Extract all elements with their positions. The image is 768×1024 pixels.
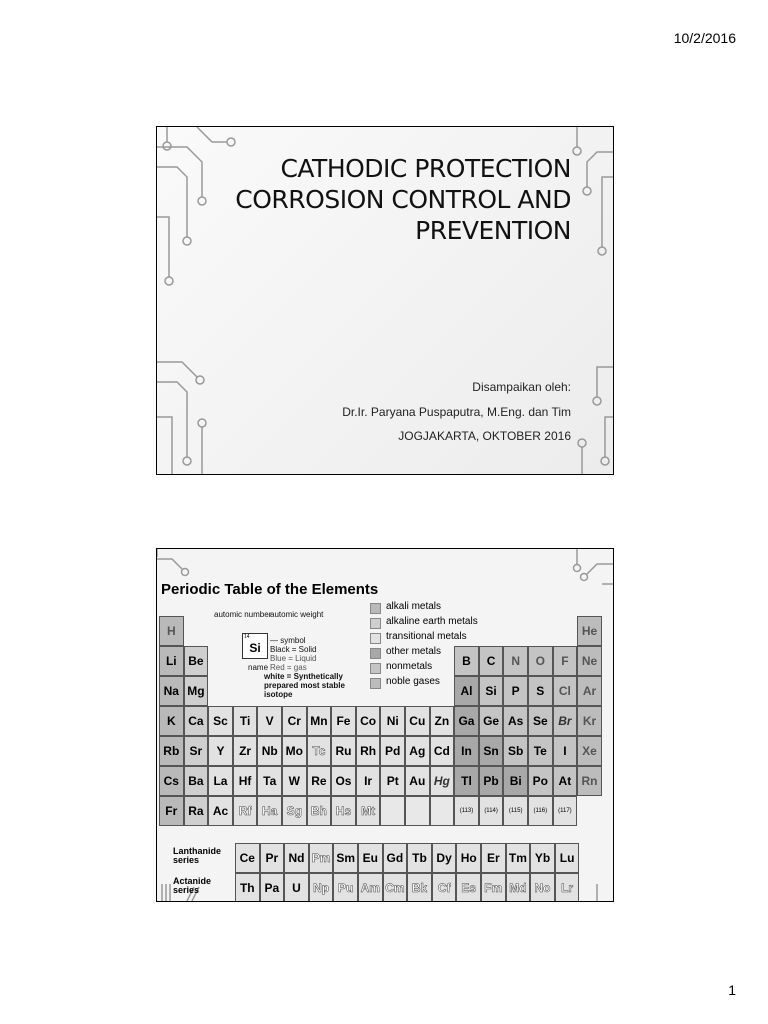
element-symbol: No	[534, 881, 551, 895]
legend-swatch	[370, 633, 381, 644]
element-symbol: H	[166, 624, 176, 638]
element-cell	[257, 766, 282, 796]
element-cell	[284, 843, 309, 873]
element-cell	[184, 676, 209, 706]
element-cell	[380, 796, 405, 826]
element-cell	[577, 736, 602, 766]
element-symbol: Ha	[262, 804, 278, 818]
element-cell	[184, 766, 209, 796]
element-symbol: Sn	[483, 744, 499, 758]
element-cell	[282, 706, 307, 736]
element-cell	[233, 766, 258, 796]
element-cell	[454, 676, 479, 706]
element-cell	[380, 706, 405, 736]
element-cell	[555, 873, 580, 902]
element-cell	[233, 736, 258, 766]
element-cell	[479, 766, 504, 796]
element-cell	[356, 796, 381, 826]
element-symbol: V	[265, 714, 274, 728]
element-symbol: Fm	[484, 881, 503, 895]
element-cell	[405, 706, 430, 736]
element-cell	[233, 796, 258, 826]
element-symbol: Sr	[189, 744, 203, 758]
element-symbol: Hs	[335, 804, 352, 818]
element-symbol: Cm	[385, 881, 405, 895]
element-symbol: Pb	[483, 774, 499, 788]
element-symbol: Rf	[238, 804, 252, 818]
element-symbol: He	[581, 624, 598, 638]
element-symbol: Ir	[364, 774, 373, 788]
periodic-table-slide[interactable]	[156, 548, 614, 902]
element-cell	[333, 873, 358, 902]
element-symbol: Au	[409, 774, 426, 788]
element-cell	[454, 646, 479, 676]
element-symbol: Bh	[310, 804, 327, 818]
title-line: CATHODIC PROTECTION	[280, 154, 571, 183]
element-symbol: Lu	[559, 851, 575, 865]
element-cell	[358, 873, 383, 902]
element-symbol: C	[486, 654, 496, 668]
key-name-label: name	[248, 663, 269, 672]
element-cell	[405, 766, 430, 796]
element-cell	[407, 843, 432, 873]
element-cell	[257, 796, 282, 826]
periodic-table-grid	[159, 616, 607, 895]
element-symbol: Ti	[239, 714, 251, 728]
element-cell	[577, 766, 602, 796]
element-symbol: Se	[532, 714, 548, 728]
element-cell	[233, 706, 258, 736]
element-cell	[208, 796, 233, 826]
element-cell	[282, 736, 307, 766]
element-symbol: Bk	[411, 881, 428, 895]
element-cell	[432, 843, 457, 873]
element-symbol: In	[461, 744, 472, 758]
title-line: CORROSION CONTROL AND	[235, 185, 571, 214]
element-symbol: Es	[461, 881, 477, 895]
element-cell	[553, 766, 578, 796]
element-symbol: N	[511, 654, 521, 668]
element-symbol: U	[292, 881, 301, 895]
element-symbol: Am	[360, 881, 380, 895]
element-symbol: Be	[188, 654, 204, 668]
element-symbol: Pt	[386, 774, 399, 788]
element-cell	[257, 706, 282, 736]
element-cell	[331, 796, 356, 826]
element-cell	[503, 766, 528, 796]
element-symbol: Cf	[437, 881, 451, 895]
element-cell	[235, 873, 260, 902]
element-cell	[159, 646, 184, 676]
element-cell	[333, 843, 358, 873]
element-symbol: (116)	[533, 808, 548, 814]
element-symbol: Ta	[263, 774, 277, 788]
element-cell	[356, 706, 381, 736]
element-symbol: Ru	[335, 744, 352, 758]
element-symbol: Po	[532, 774, 548, 788]
element-symbol: Cu	[409, 714, 426, 728]
element-cell	[331, 766, 356, 796]
element-symbol: At	[558, 774, 572, 788]
element-symbol: Pm	[311, 851, 331, 865]
element-cell	[503, 676, 528, 706]
element-symbol: Dy	[436, 851, 452, 865]
legend-swatch	[370, 618, 381, 629]
title-slide[interactable]	[156, 126, 614, 475]
element-symbol: W	[288, 774, 300, 788]
element-symbol: Xe	[582, 744, 597, 758]
element-symbol: Ho	[460, 851, 477, 865]
element-cell	[383, 873, 408, 902]
key-state-liquid: Blue = Liquid	[270, 654, 317, 663]
element-cell	[454, 796, 479, 826]
element-cell	[405, 796, 430, 826]
element-cell	[159, 766, 184, 796]
key-atomic-weight-label: automic weight	[270, 610, 324, 619]
element-cell	[528, 646, 553, 676]
element-symbol: F	[561, 654, 569, 668]
element-symbol: Li	[165, 654, 177, 668]
element-symbol: Sb	[508, 744, 524, 758]
element-cell	[282, 766, 307, 796]
element-cell	[407, 873, 432, 902]
element-cell	[481, 843, 506, 873]
element-symbol: Mo	[285, 744, 303, 758]
element-symbol: Mg	[187, 684, 205, 698]
element-cell	[430, 706, 455, 736]
element-symbol: Cs	[163, 774, 179, 788]
element-symbol: O	[535, 654, 545, 668]
element-cell	[577, 616, 602, 646]
header-date: 10/2/2016	[673, 30, 736, 46]
element-symbol: Zn	[434, 714, 450, 728]
element-symbol: Te	[533, 744, 547, 758]
element-symbol: Os	[335, 774, 352, 788]
element-symbol: Kr	[582, 714, 597, 728]
element-symbol: Tb	[412, 851, 427, 865]
element-symbol: (115)	[508, 808, 523, 814]
element-cell	[530, 873, 555, 902]
element-cell	[430, 766, 455, 796]
element-cell	[454, 736, 479, 766]
element-symbol: Nd	[288, 851, 305, 865]
key-state-synthetic: white = Synthetically prepared most stable isotope	[264, 672, 345, 699]
element-symbol: Er	[486, 851, 500, 865]
element-cell	[159, 796, 184, 826]
element-cell	[358, 843, 383, 873]
element-cell	[380, 766, 405, 796]
element-cell	[528, 706, 553, 736]
element-cell	[309, 843, 334, 873]
element-cell	[208, 766, 233, 796]
element-cell	[184, 736, 209, 766]
element-symbol: Zr	[239, 744, 252, 758]
element-cell	[503, 736, 528, 766]
element-cell	[309, 873, 334, 902]
element-symbol: Cl	[558, 684, 571, 698]
element-cell	[159, 616, 184, 646]
element-symbol: Ni	[386, 714, 399, 728]
element-cell	[506, 843, 531, 873]
element-symbol: Nb	[261, 744, 278, 758]
element-cell	[430, 796, 455, 826]
element-symbol: Y	[216, 744, 225, 758]
key-state-gas: Red = gas	[270, 663, 307, 672]
element-symbol: Np	[313, 881, 330, 895]
element-symbol: Mn	[310, 714, 328, 728]
element-cell	[432, 873, 457, 902]
element-cell	[260, 843, 285, 873]
element-symbol: Cd	[433, 744, 450, 758]
element-symbol: Pr	[265, 851, 279, 865]
element-cell	[456, 873, 481, 902]
element-cell	[307, 736, 332, 766]
slide-title	[235, 153, 571, 246]
element-cell	[356, 736, 381, 766]
element-symbol: Md	[509, 881, 527, 895]
element-cell	[184, 796, 209, 826]
element-symbol: Th	[239, 881, 255, 895]
element-symbol: Na	[163, 684, 179, 698]
element-cell	[553, 736, 578, 766]
element-cell	[553, 646, 578, 676]
location-date: JOGJAKARTA, OKTOBER 2016	[398, 429, 571, 443]
element-cell	[481, 873, 506, 902]
element-cell	[307, 796, 332, 826]
element-symbol: Br	[558, 714, 572, 728]
element-symbol: Re	[311, 774, 327, 788]
element-cell	[528, 736, 553, 766]
element-symbol: Rn	[581, 774, 598, 788]
element-symbol: Ge	[483, 714, 500, 728]
element-symbol: (113)	[459, 808, 474, 814]
element-cell	[503, 646, 528, 676]
element-symbol: Si	[485, 684, 497, 698]
element-symbol: Tl	[461, 774, 472, 788]
element-symbol: Ar	[582, 684, 597, 698]
element-cell	[479, 646, 504, 676]
element-cell	[454, 706, 479, 736]
element-cell	[479, 796, 504, 826]
element-cell	[479, 736, 504, 766]
element-symbol: Sm	[336, 851, 356, 865]
title-line: PREVENTION	[415, 216, 571, 245]
element-cell	[503, 796, 528, 826]
element-symbol: Ba	[188, 774, 204, 788]
element-cell	[503, 706, 528, 736]
element-cell	[307, 766, 332, 796]
element-symbol: Tc	[312, 744, 326, 758]
element-symbol: Al	[460, 684, 473, 698]
element-symbol: Ga	[458, 714, 475, 728]
element-symbol: Sc	[213, 714, 228, 728]
element-symbol: Ne	[581, 654, 598, 668]
element-symbol: Pd	[385, 744, 401, 758]
element-cell	[553, 706, 578, 736]
element-symbol: Co	[360, 714, 377, 728]
element-symbol: As	[508, 714, 524, 728]
element-cell	[430, 736, 455, 766]
key-symbol-label: — symbol	[270, 636, 306, 645]
element-symbol: Hg	[433, 774, 450, 788]
element-cell	[456, 843, 481, 873]
element-cell	[331, 736, 356, 766]
element-cell	[159, 676, 184, 706]
element-cell	[380, 736, 405, 766]
element-cell	[577, 676, 602, 706]
element-symbol: Fe	[336, 714, 351, 728]
element-symbol: Ce	[239, 851, 255, 865]
actinide-series-label: Actanide series	[173, 876, 212, 895]
element-symbol: Rh	[360, 744, 377, 758]
element-cell	[208, 736, 233, 766]
element-cell	[577, 646, 602, 676]
presenter-names: Dr.Ir. Paryana Puspaputra, M.Eng. dan Tim	[342, 405, 571, 419]
element-symbol: (114)	[484, 808, 498, 814]
key-atomic-number-label: automic number	[214, 610, 272, 619]
element-cell	[555, 843, 580, 873]
element-cell	[528, 766, 553, 796]
element-symbol: Sg	[286, 804, 302, 818]
legend-swatch	[370, 648, 381, 659]
element-symbol: Mt	[361, 804, 376, 818]
element-symbol: Ag	[409, 744, 426, 758]
element-symbol: Pa	[264, 881, 280, 895]
element-cell	[284, 873, 309, 902]
legend-swatch	[370, 603, 381, 614]
element-cell	[506, 873, 531, 902]
element-cell	[235, 843, 260, 873]
element-symbol: Rb	[163, 744, 180, 758]
element-cell	[479, 676, 504, 706]
element-cell	[577, 706, 602, 736]
element-cell	[184, 646, 209, 676]
element-cell	[479, 706, 504, 736]
element-cell	[159, 736, 184, 766]
page-number: 1	[728, 982, 736, 998]
element-cell	[307, 706, 332, 736]
element-cell	[184, 706, 209, 736]
element-symbol: Lr	[561, 881, 574, 895]
element-symbol: I	[563, 744, 567, 758]
element-symbol: Hf	[238, 774, 252, 788]
element-cell	[260, 873, 285, 902]
element-cell	[528, 796, 553, 826]
element-cell	[257, 736, 282, 766]
element-symbol: Pu	[338, 881, 354, 895]
element-symbol: S	[536, 684, 545, 698]
element-cell	[405, 736, 430, 766]
periodic-table-title: Periodic Table of the Elements	[161, 581, 379, 598]
element-cell	[159, 706, 184, 736]
element-cell	[331, 706, 356, 736]
element-symbol: (117)	[558, 808, 572, 814]
element-symbol: Bi	[509, 774, 522, 788]
element-cell	[282, 796, 307, 826]
element-cell	[553, 676, 578, 706]
element-symbol: Fr	[165, 804, 178, 818]
element-cell	[530, 843, 555, 873]
element-symbol: Cr	[287, 714, 301, 728]
element-cell	[553, 796, 578, 826]
element-symbol: Ra	[188, 804, 204, 818]
element-symbol: B	[462, 654, 471, 668]
element-symbol: K	[166, 714, 176, 728]
element-symbol: P	[511, 684, 520, 698]
element-cell	[383, 843, 408, 873]
key-example-cell: 14 Si	[242, 633, 268, 659]
element-symbol: Ac	[212, 804, 229, 818]
element-cell	[528, 676, 553, 706]
element-symbol: Yb	[534, 851, 551, 865]
key-state-solid: Black = Solid	[270, 645, 317, 654]
element-cell	[208, 706, 233, 736]
lanthanide-series-label: Lanthanide series	[173, 846, 222, 865]
element-symbol: Gd	[386, 851, 404, 865]
presenter-intro: Disampaikan oleh:	[472, 380, 571, 394]
element-symbol: Eu	[362, 851, 378, 865]
element-symbol: Ca	[188, 714, 204, 728]
element-cell	[454, 766, 479, 796]
element-symbol: La	[213, 774, 228, 788]
element-symbol: Tm	[508, 851, 527, 865]
element-cell	[356, 766, 381, 796]
